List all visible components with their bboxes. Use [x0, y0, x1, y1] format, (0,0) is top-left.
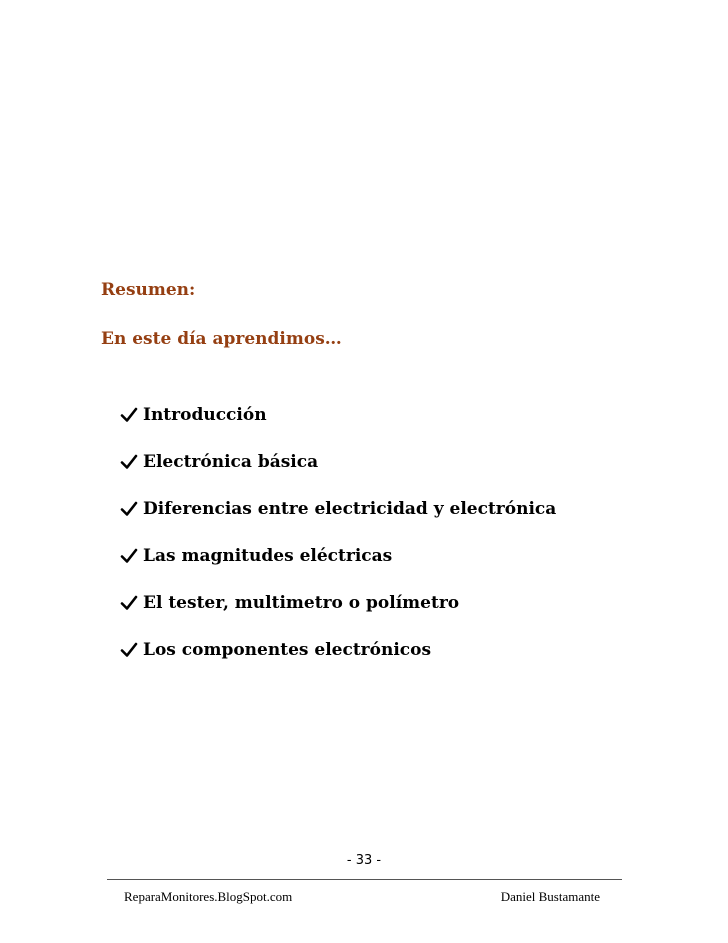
- list-item-label: El tester, multimetro o polímetro: [143, 593, 460, 613]
- footer-site: ReparaMonitores.BlogSpot.com: [124, 889, 293, 904]
- list-item: [120, 544, 556, 568]
- checkmark-icon: [120, 500, 138, 518]
- section-heading: Resumen:: [101, 280, 196, 300]
- checkmark-icon: [120, 594, 138, 612]
- topics-checklist: [120, 403, 556, 685]
- list-item: [120, 497, 556, 521]
- page-number: - 33 -: [346, 853, 382, 868]
- list-item: [120, 450, 556, 474]
- footer-divider: [107, 879, 622, 880]
- section-subtitle: En este día aprendimos…: [101, 329, 342, 349]
- checkmark-icon: [120, 406, 138, 424]
- checkmark-icon: [120, 547, 138, 565]
- list-item-label: Diferencias entre electricidad y electrónica: [143, 499, 557, 519]
- footer-author: Daniel Bustamante: [500, 889, 600, 904]
- checkmark-icon: [120, 641, 138, 659]
- list-item-label: Las magnitudes eléctricas: [143, 546, 393, 566]
- checkmark-icon: [120, 453, 138, 471]
- list-item: [120, 403, 556, 427]
- list-item-label: Electrónica básica: [143, 452, 319, 472]
- list-item-label: Introducción: [143, 405, 267, 425]
- list-item-label: Los componentes electrónicos: [143, 640, 432, 660]
- list-item: [120, 591, 556, 615]
- list-item: [120, 638, 556, 662]
